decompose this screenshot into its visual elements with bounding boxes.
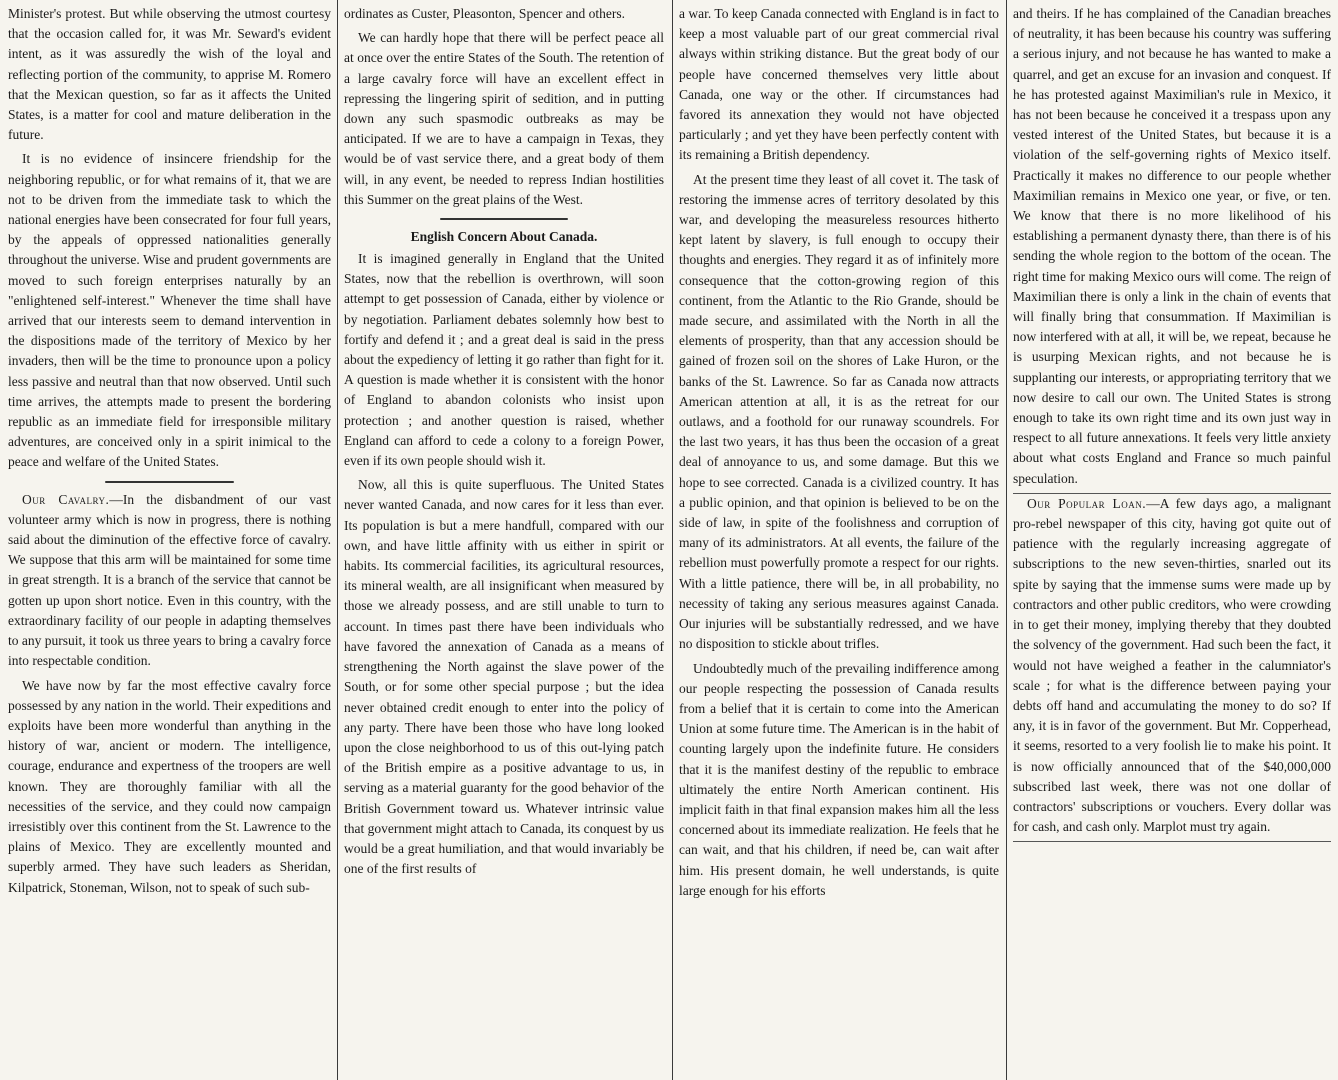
paragraph: Minister's protest. But while observing the utmost courtesy that the occasion called for, it was Mr. Seward's evident intent, as it was assuredly the wish of the loyal and reflecting portion of the community, to apprise M. Romero that the Mexican question, so far as it affects the United States, is a matter for cool and mature deliberation in the future.: [8, 6, 331, 143]
article-separator: [8, 477, 331, 487]
article-lead-in: Our Cavalry.: [22, 491, 110, 507]
column-4: [1013, 4, 1331, 1080]
paragraph: a war. To keep Canada connected with England is in fact to keep a most valuable part of our great commercial rival always within striking distance. But the great body of our people have concerned themselves very little about Canada, one way or the other. If circumstances had favored its annexation they would not have objected particularly ; and yet they have been perfectly content with its remaining a British dependency.: [679, 6, 999, 163]
paragraph: ordinates as Custer, Pleasonton, Spencer and others.: [344, 6, 626, 21]
article-headline: English Concern About Canada.: [410, 229, 598, 245]
column-rule: [1006, 0, 1007, 1080]
paragraph: It is no evidence of insincere friendship for the neighboring republic, or for what remains of it, that we are not to be driven from the immediate task to which the national energies have been consecrated for four full years, by the appeals of oppressed nationalities generally throughout the universe. Wise and prudent governments are moved to such foreign enterprises naturally by an "enlightened self-interest." Whenever the time shall have arrived that our interests seem to demand intervention in the dispositions made of the territory of Mexico by her invaders, then will be the time to pronounce upon a policy less passive and neutral than that now observed. Until such time arrives, the attempts made to present the bordering republic as an immediate field for irresponsible military adventures, are conceived only in a spirit inimical to the peace and welfare of the United States.: [8, 151, 331, 470]
paragraph-text: —A few days ago, a malignant pro-rebel newspaper of this city, having got quite out of patience with the regularly increasing aggregate of subscriptions to the new seven-thirties, snarled out its spite by saying that the immense sums were made up by contractors and other public creditors, who were crowding in to get their money, implying thereby that they doubted the solvency of the government. Had such been the fact, it would not have weighed a feather in the calumniator's scale ; for what is the difference between paying your debts off hand and accumulating the money to do so? If any, it is in favor of the government. But Mr. Copperhead, it seems, resorted to a very foolish lie to make his point. It is now officially announced that of the $40,000,000 subscribed last week, there was not one dollar of contractors' subscriptions or vouchers. Every dollar was for cash, and cash only. Marplot must try again.: [1013, 495, 1331, 835]
article-separator: [344, 214, 664, 224]
article-lead-in: Our Popular Loan.: [1027, 495, 1147, 511]
paragraph: Now, all this is quite superfluous. The United States never wanted Canada, and now cares for it less than ever. Its population is but a mere handfull, compared with our own, and have little affinity with us either in spirit or habits. Its commercial facilities, its agricultural resources, its mineral wealth, are all insignificant when measured by those we already possess, and are still unable to turn to account. In times past there have been individuals who have favored the annexation of Canada as a means of strengthening the North against the slave power of the South, or for some other special purpose ; but the idea never obtained credit enough to enter into the policy of any party. There have been those who have long looked upon the close neighborhood to us of this out-lying patch of the British empire as a positive advantage to us, in serving as a material guaranty for the good behavior of the British Government toward us. Whatever intrinsic value that government might attach to Canada, its conquest by us would be a great humiliation, and that would invariably be one of the first results of: [344, 477, 664, 877]
boxed-article: [1013, 493, 1331, 842]
paragraph: At the present time they least of all covet it. The task of restoring the immense acres of territory desolated by this war, and developing the measureless resources hitherto kept latent by slavery, is full enough to occupy their thoughts and energies. They regard it as of infinitely more consequence that the cotton-growing region of this continent, from the Atlantic to the Rio Grande, should be made secure, and assimilated with the North in all the elements of prosperity, than that any accession should be gained of frozen soil on the shores of Lake Huron, or the banks of the St. Lawrence. So far as Canada now attracts American attention at all, it is as the retreat for our outlaws, and a foothold for our runaway scoundrels. For the last two years, it has thus been the occasion of a great deal of annoyance to us, and some damage. But this we hope to see corrected. Canada is a civilized country. It has a public opinion, and that opinion is believed to be on the side of law, in spite of the foolishness and corruption of many of its administrators. At all events, the failure of the rebellion must powerfully promote a respect for our rights. With a little patience, there will be, in all probability, no necessity of taking any serious measures against Canada. Our injuries will be substantially redressed, and we have no disposition to stickle about trifles.: [679, 171, 999, 652]
column-rule: [672, 0, 673, 1080]
column-rule: [337, 0, 338, 1080]
paragraph: [1013, 494, 1331, 837]
column-3: [679, 4, 999, 1080]
column-1: [8, 4, 331, 1080]
paragraph: [8, 490, 331, 672]
paragraph: and theirs. If he has complained of the Canadian breaches of neutrality, it has been because his country was suffering a serious injury, and not because he has wanted to make a quarrel, and get an excuse for an invasion and conquest. If he has protested against Maximilian's rule in Mexico, it has not been because he conceived it a trespass upon any vested interest of the United States, but because it is a violation of the self-governing rights of Mexico itself. Practically it makes no difference to our people whether Maximilian remains in Mexico one year, or five, or ten. We know that there is no more likelihood of his establishing a permanent dynasty there, than there is of his sending the whole region to the bottom of the ocean. The right time for making Mexico ours will come. The reign of Maximilian there is only a link in the chain of events that will finally bring that consummation. If Maximilian is now interfered with at all, it will be, we repeat, because he is usurping Mexican rights, and not because he is supplanting our interests, or appropriating territory that we now desire to call our own. The United States is strong enough to take its own right time and its own just way in respect to all future annexations. It feels very little anxiety about what costs England and France so much painful speculation.: [1013, 6, 1331, 486]
paragraph: We can hardly hope that there will be perfect peace all at once over the entire States of the South. The retention of a large cavalry force will have an excellent effect in repressing the lingering spirit of sedition, and in putting down any such spasmodic outbreaks as may be anticipated. If we are to have a campaign in Texas, they would be of vast service there, and a great body of them will, in any event, be needed to repress Indian hostilities this Summer on the great plains of the West.: [344, 30, 664, 207]
paragraph: It is imagined generally in England that the United States, now that the rebellion is overthrown, will soon attempt to get possession of Canada, either by violence or by negotiation. Parliament debates solemnly how best to fortify and defend it ; and a great deal is said in the press about the expediency of letting it go rather than fight for it. A question is made whether it is consistent with the honor of England to abandon colonists who insist upon protection ; and another question is raised, whether England can afford to cede a colony to a foreign Power, even if its own people should wish it.: [344, 251, 664, 469]
column-2: [344, 4, 664, 1080]
paragraph: Undoubtedly much of the prevailing indifference among our people respecting the possession of Canada results from a belief that it is certain to come into the American Union at some future time. The American is in the habit of counting largely upon the indefinite future. He considers that it is the manifest destiny of the republic to embrace ultimately the entire North American continent. His implicit faith in that final expansion makes him all the less concerned about its immediate realization. He feels that he can wait, and that his children, if need be, can wait after him. His present domain, he well understands, is quite large enough for his efforts: [679, 660, 999, 898]
paragraph-text: —In the disbandment of our vast volunteer army which is now in progress, there is nothing said about the diminution of the effective force of cavalry. We suppose that this arm will be maintained for some time in great strength. It is a branch of the service that cannot be gotten up upon short notice. Even in this country, with the extraordinary facility of our people in adapting themselves to any pursuit, it took us three years to bring a cavalry force into respectable condition.: [8, 491, 331, 669]
paragraph: We have now by far the most effective cavalry force possessed by any nation in the world. Their expeditions and exploits have been more wonderful than anything in the history of war, ancient or modern. The intelligence, courage, endurance and expertness of the troopers are well known. They are thoroughly familiar with all the necessities of the service, and they could now campaign irresistibly over this continent from the St. Lawrence to the plains of Mexico. They are excellently mounted and superbly armed. They have such leaders as Sheridan, Kilpatrick, Stoneman, Wilson, not to speak of such sub-: [8, 677, 331, 895]
article: [8, 490, 331, 672]
